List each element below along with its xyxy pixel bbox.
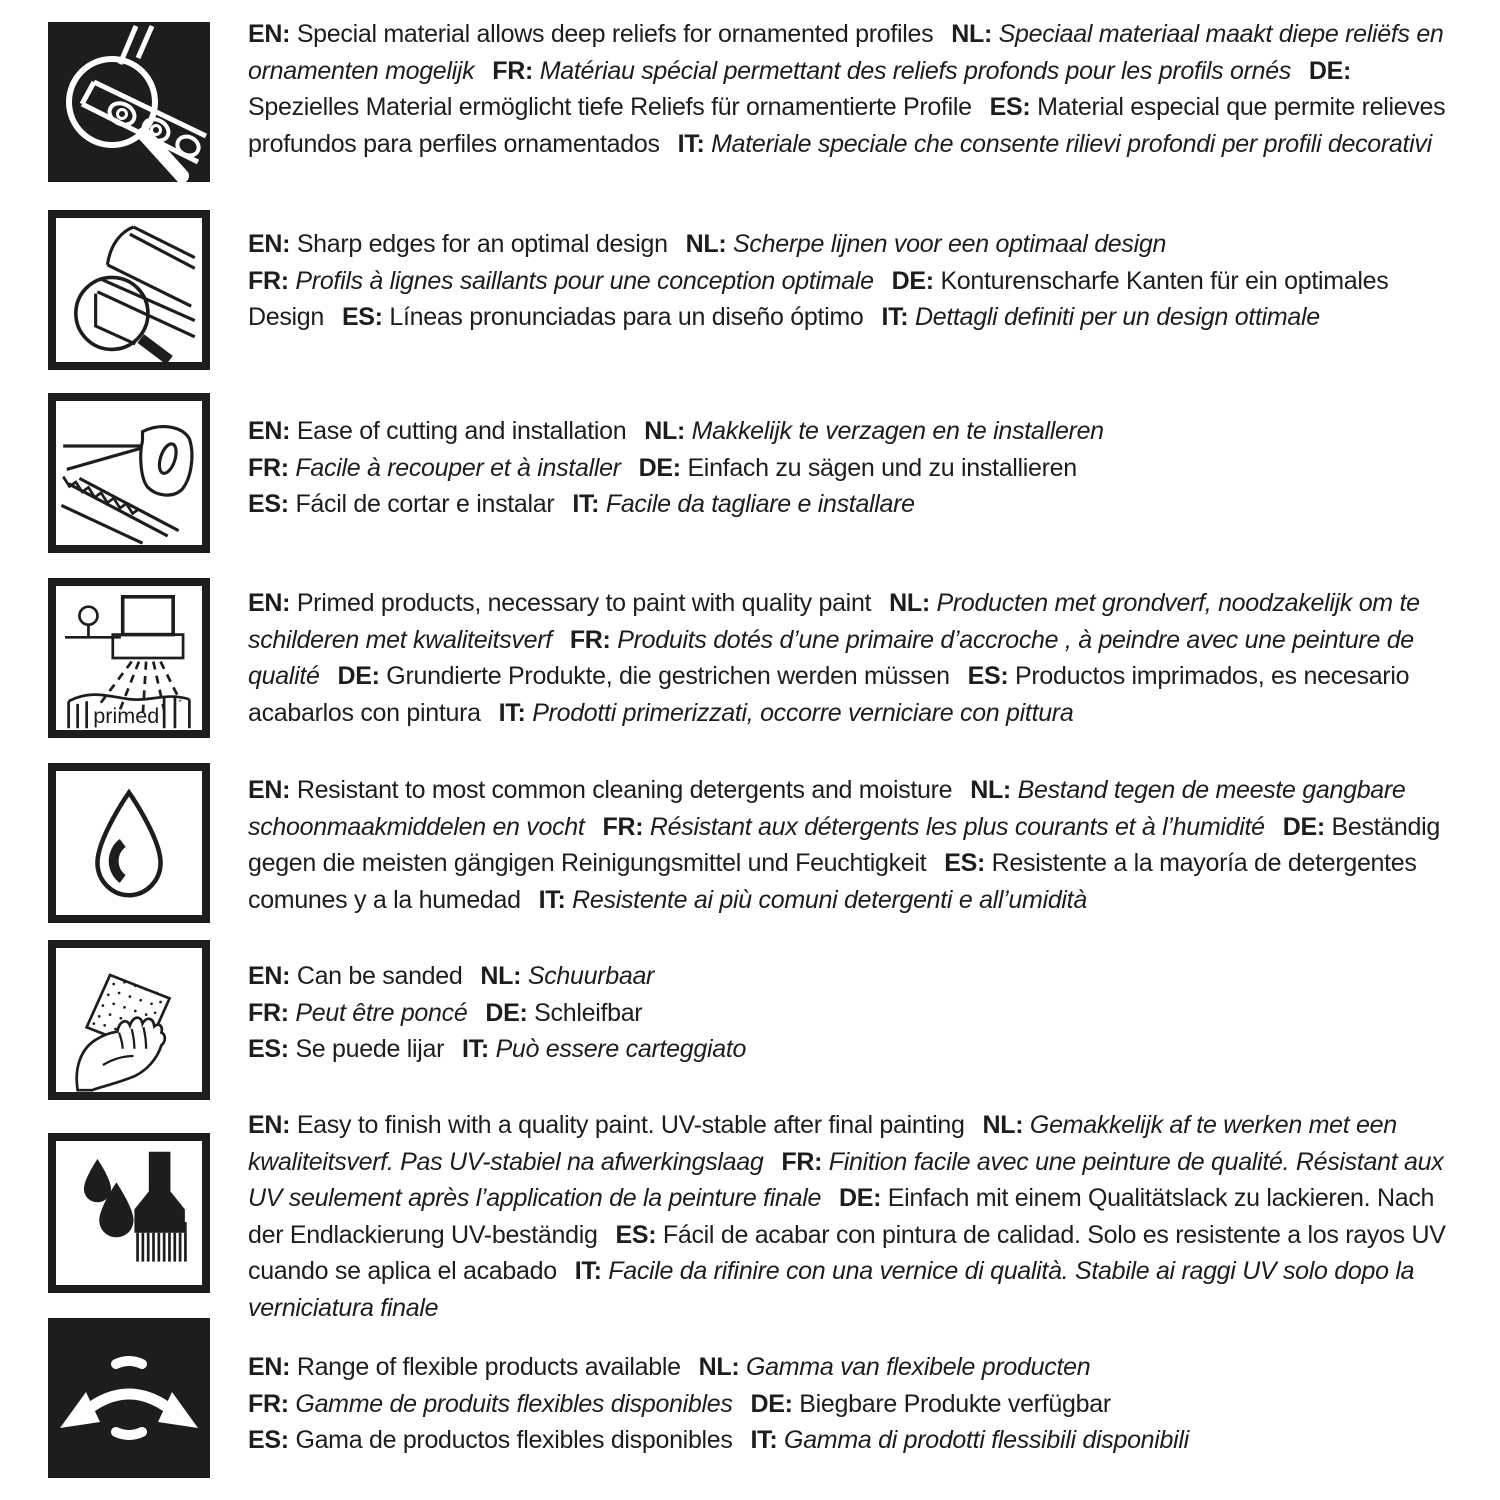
feature-desc-it: Facile da rifinire con una vernice di qualità. Stabile ai raggi UV solo dopo la verniciatura finale [248, 1257, 1415, 1322]
feature-desc-es: Fácil de acabar con pintura de calidad. Solo es resistente a los rayos UV cuando se aplica el acabado [248, 1220, 1446, 1285]
lang-label-en: EN: [248, 776, 291, 804]
feature-desc-fr: Produits dotés d’une primaire d’accroche , à peindre avec une peinture de qualité [248, 625, 1414, 690]
lang-label-fr: FR: [248, 998, 289, 1027]
feature-desc-fr: Facile à recouper et à installer [295, 453, 621, 482]
feature-desc-de: Schleifbar [534, 998, 643, 1027]
moisture-resistant-drop-icon [48, 763, 210, 923]
feature-row [48, 22, 1468, 182]
feature-row [48, 578, 1468, 738]
lang-label-de: DE: [337, 662, 380, 690]
lang-label-fr: FR: [248, 453, 289, 482]
lang-label-it: IT: [572, 490, 600, 518]
lang-label-en: EN: [248, 1111, 291, 1139]
lang-label-es: ES: [248, 1426, 289, 1454]
paint-brush-drops-icon [48, 1133, 210, 1293]
feature-desc-es: Material especial que permite relieves profundos para perfiles ornamentados [248, 93, 1446, 158]
feature-text [248, 226, 1468, 336]
feature-desc-it: Prodotti primerizzati, occorre verniciare con pittura [532, 698, 1074, 727]
lang-label-es: ES: [944, 849, 985, 877]
lang-label-de: DE: [750, 1389, 793, 1418]
lang-label-nl: NL: [970, 776, 1011, 804]
flexible-product-arrows-icon [48, 1318, 210, 1478]
lang-label-es: ES: [341, 303, 383, 331]
lang-label-de: DE: [638, 453, 681, 482]
feature-desc-en: Range of flexible products available [296, 1353, 681, 1381]
feature-desc-en: Primed products, necessary to paint with quality paint [296, 589, 872, 617]
lang-label-it: IT: [677, 129, 705, 158]
feature-text [248, 1107, 1468, 1326]
feature-desc-es: Gama de productos flexibles disponibles [295, 1426, 733, 1454]
feature-desc-nl: Gamma van flexibele producten [746, 1353, 1091, 1381]
feature-desc-fr: Matériau spécial permettant des reliefs profonds pour les profils ornés [539, 56, 1292, 85]
feature-row [48, 763, 1468, 923]
feature-text [248, 16, 1468, 162]
feature-text [248, 958, 1468, 1068]
lang-label-es: ES: [615, 1220, 657, 1249]
lang-label-es: ES: [967, 662, 1009, 690]
feature-row [48, 1318, 1468, 1478]
feature-desc-fr: Résistant aux détergents les plus courants et à l’humidité [649, 812, 1265, 841]
sanding-hand-icon [48, 940, 210, 1100]
feature-text [248, 1349, 1468, 1459]
feature-desc-it: Gamma di prodotti flessibili disponibili [784, 1426, 1189, 1454]
feature-desc-en: Can be sanded [296, 962, 463, 990]
feature-desc-es: Resistente a la mayoría de detergentes comunes y a la humedad [248, 849, 1417, 914]
feature-desc-nl: Bestand tegen de meeste gangbare schoonmaakmiddelen en vocht [248, 776, 1406, 841]
primer-spray-icon [48, 578, 210, 738]
lang-label-fr: FR: [492, 56, 534, 85]
feature-desc-de: Grundierte Produkte, die gestrichen werden müssen [386, 662, 950, 690]
feature-desc-it: Facile da tagliare e installare [605, 490, 915, 518]
feature-desc-en: Easy to finish with a quality paint. UV-stable after final painting [296, 1111, 965, 1139]
lang-label-fr: FR: [248, 266, 289, 295]
lang-label-es: ES: [248, 1035, 289, 1063]
feature-desc-de: Beständig gegen die meisten gängigen Reinigungsmittel und Feuchtigkeit [248, 812, 1440, 877]
lang-label-fr: FR: [569, 625, 611, 654]
feature-text [248, 585, 1468, 731]
feature-desc-de: Einfach mit einem Qualitätslack zu lackieren. Nach der Endlackierung UV-beständig [248, 1184, 1435, 1249]
feature-text [248, 772, 1468, 918]
lang-label-en: EN: [248, 1353, 291, 1381]
feature-desc-de: Biegbare Produkte verfügbar [799, 1389, 1111, 1418]
feature-desc-nl: Schuurbaar [527, 962, 655, 990]
lang-label-en: EN: [248, 589, 291, 617]
lang-label-de: DE: [891, 266, 934, 295]
sharp-edges-magnifier-icon [48, 210, 210, 370]
feature-desc-fr: Finition facile avec une peinture de qualité. Résistant aux UV seulement après l’application de la peinture finale [248, 1147, 1444, 1212]
feature-desc-nl: Speciaal materiaal maakt diepe reliëfs en ornamenten mogelijk [248, 20, 1444, 85]
svg-text:primed: primed [93, 702, 160, 728]
feature-desc-nl: Gemakkelijk af te werken met een kwaliteitsverf. Pas UV-stabiel na afwerkingslaag [248, 1111, 1397, 1176]
feature-text [248, 413, 1468, 523]
feature-desc-nl: Scherpe lijnen voor een optimaal design [733, 230, 1167, 258]
feature-desc-es: Fácil de cortar e instalar [295, 490, 555, 518]
lang-label-es: ES: [989, 93, 1031, 121]
feature-desc-es: Se puede lijar [295, 1035, 445, 1063]
lang-label-it: IT: [750, 1426, 778, 1454]
feature-desc-de: Spezielles Material ermöglicht tiefe Reliefs für ornamentierte Profile [248, 93, 972, 121]
lang-label-de: DE: [838, 1184, 882, 1212]
feature-desc-nl: Makkelijk te verzagen en te installeren [691, 417, 1104, 445]
feature-desc-en: Resistant to most common cleaning detergents and moisture [296, 776, 953, 804]
lang-label-it: IT: [538, 885, 566, 914]
lang-label-nl: NL: [644, 417, 685, 445]
feature-desc-en: Sharp edges for an optimal design [296, 230, 668, 258]
lang-label-en: EN: [248, 230, 291, 258]
lang-label-fr: FR: [781, 1147, 823, 1176]
lang-label-fr: FR: [248, 1389, 289, 1418]
feature-desc-fr: Profils à lignes saillants pour une conception optimale [295, 266, 874, 295]
ornament-relief-magnifier-icon [48, 22, 210, 182]
lang-label-nl: NL: [698, 1353, 740, 1381]
feature-desc-it: Resistente ai più comuni detergenti e all’umidità [572, 885, 1087, 914]
lang-label-nl: NL: [982, 1111, 1024, 1139]
feature-desc-de: Konturenscharfe Kanten für ein optimales Design [248, 266, 1389, 331]
lang-label-nl: NL: [685, 230, 727, 258]
feature-row [48, 940, 1468, 1100]
feature-desc-fr: Peut être poncé [295, 998, 468, 1027]
lang-label-de: DE: [1308, 56, 1352, 85]
feature-desc-fr: Gamme de produits flexibles disponibles [295, 1389, 733, 1418]
feature-desc-de: Einfach zu sägen und zu installieren [687, 453, 1077, 482]
lang-label-nl: NL: [951, 20, 992, 48]
feature-desc-it: Può essere carteggiato [495, 1035, 747, 1063]
feature-desc-en: Special material allows deep reliefs for ornamented profiles [296, 20, 934, 48]
feature-desc-es: Líneas pronunciadas para un diseño óptimo [389, 303, 864, 331]
feature-desc-es: Productos imprimados, es necesario acabarlos con pintura [248, 662, 1410, 727]
feature-desc-en: Ease of cutting and installation [296, 417, 627, 445]
lang-label-de: DE: [485, 998, 528, 1027]
saw-cutting-icon [48, 393, 210, 553]
lang-label-it: IT: [498, 698, 526, 727]
lang-label-en: EN: [248, 962, 291, 990]
feature-desc-it: Materiale speciale che consente rilievi profondi per profili decorativi [711, 129, 1432, 158]
feature-desc-it: Dettagli definiti per un design ottimale [914, 303, 1320, 331]
lang-label-nl: NL: [889, 589, 930, 617]
lang-label-fr: FR: [602, 812, 644, 841]
feature-row [48, 210, 1468, 370]
lang-label-it: IT: [574, 1257, 602, 1285]
feature-desc-nl: Producten met grondverf, noodzakelijk om te schilderen met kwaliteitsverf [248, 589, 1420, 654]
feature-row [48, 393, 1468, 553]
lang-label-de: DE: [1282, 812, 1325, 841]
lang-label-en: EN: [248, 20, 291, 48]
lang-label-nl: NL: [480, 962, 522, 990]
lang-label-it: IT: [881, 303, 909, 331]
lang-label-it: IT: [462, 1035, 489, 1063]
lang-label-en: EN: [248, 417, 291, 445]
lang-label-es: ES: [248, 490, 289, 518]
